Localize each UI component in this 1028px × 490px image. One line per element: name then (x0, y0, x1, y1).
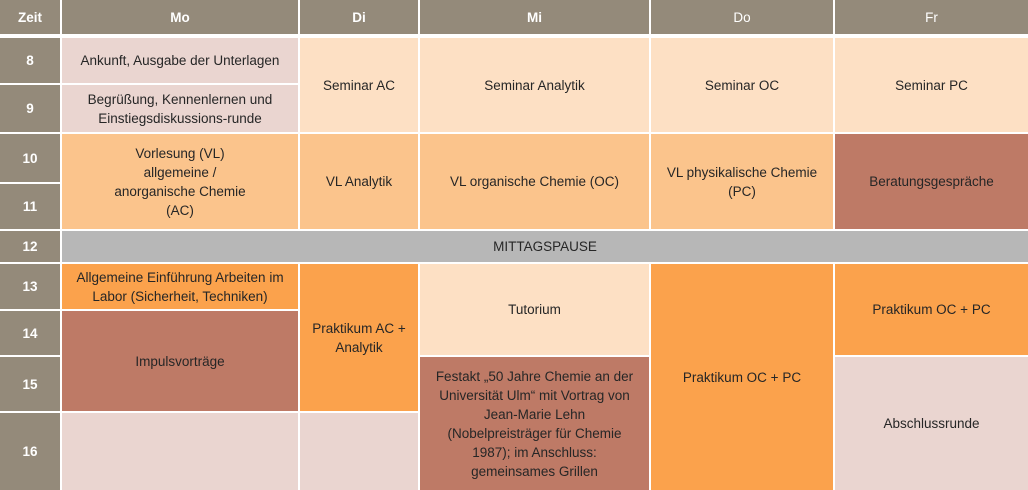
event-mi-seminar-analytik: Seminar Analytik (420, 38, 649, 132)
hour-16: 16 (0, 413, 60, 490)
header-day-do: Do (651, 0, 833, 34)
event-mi-festakt: Festakt „50 Jahre Chemie an der Universität Ulm“ mit Vortrag von Jean-Marie Lehn (Nobelpreisträger für Chemie 1987); im Anschluss: gemeinsames Grillen (420, 357, 649, 490)
event-mo-welcome: Begrüßung, Kennenlernen und Einstiegsdiskussions-runde (62, 85, 298, 132)
event-fr-praktikum: Praktikum OC + PC (835, 264, 1028, 355)
header-day-mo: Mo (62, 0, 298, 34)
event-di-seminar-ac: Seminar AC (300, 38, 418, 132)
hour-15: 15 (0, 357, 60, 411)
header-day-mi: Mi (420, 0, 649, 34)
hour-9: 9 (0, 85, 60, 132)
header-zeit: Zeit (0, 0, 60, 34)
hour-12: 12 (0, 231, 60, 262)
event-mo-lab-intro: Allgemeine Einführung Arbeiten im Labor (Sicherheit, Techniken) (62, 264, 298, 309)
event-mi-tutorium: Tutorium (420, 264, 649, 355)
hour-13: 13 (0, 264, 60, 309)
hour-8: 8 (0, 38, 60, 83)
event-mo-lecture-ac: Vorlesung (VL) allgemeine / anorganische Chemie (AC) (62, 134, 298, 229)
empty-di-16 (300, 413, 418, 490)
event-di-vl-analytik: VL Analytik (300, 134, 418, 229)
event-mo-arrival: Ankunft, Ausgabe der Unterlagen (62, 38, 298, 83)
header-day-fr: Fr (835, 0, 1028, 34)
event-mi-vl-oc: VL organische Chemie (OC) (420, 134, 649, 229)
event-fr-beratung: Beratungsgespräche (835, 134, 1028, 229)
event-do-praktikum: Praktikum OC + PC (651, 264, 833, 490)
lunch-break: MITTAGSPAUSE (62, 231, 1028, 262)
hour-11: 11 (0, 184, 60, 229)
header-day-di: Di (300, 0, 418, 34)
event-di-praktikum: Praktikum AC + Analytik (300, 264, 418, 411)
hour-14: 14 (0, 311, 60, 355)
hour-10: 10 (0, 134, 60, 182)
event-do-vl-pc: VL physikalische Chemie (PC) (651, 134, 833, 229)
empty-mo-16 (62, 413, 298, 490)
event-mo-talks: Impulsvorträge (62, 311, 298, 411)
event-fr-abschluss: Abschlussrunde (835, 357, 1028, 490)
event-fr-seminar-pc: Seminar PC (835, 38, 1028, 132)
event-do-seminar-oc: Seminar OC (651, 38, 833, 132)
